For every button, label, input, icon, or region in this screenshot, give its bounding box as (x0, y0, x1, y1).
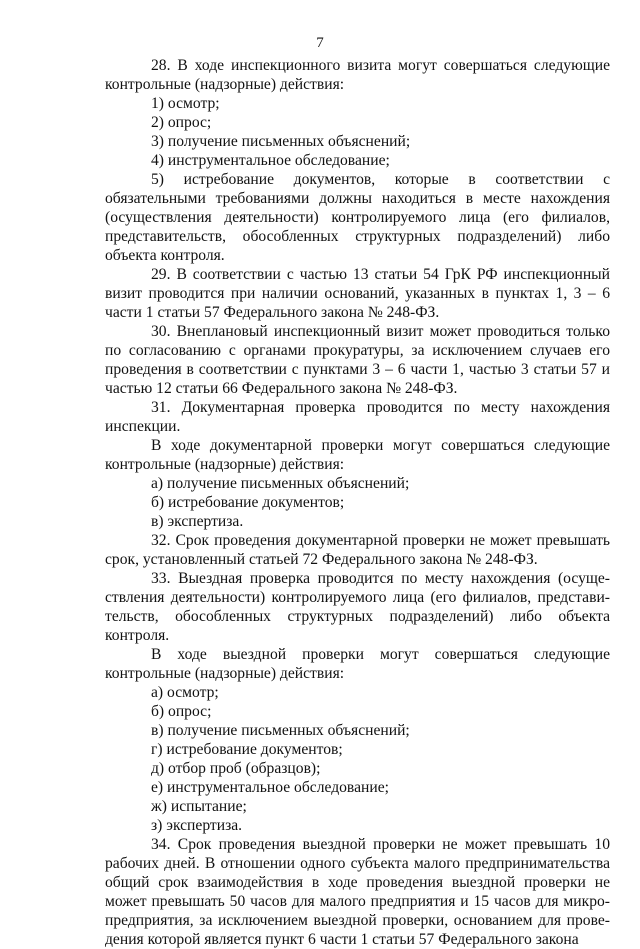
paragraph-28: 28. В ходе инспекционного визита могут совершаться следующие контрольные (надзорные) действия: (105, 57, 610, 93)
list-item: г) истребование документов; (151, 741, 343, 758)
list-item: б) опрос; (151, 703, 212, 720)
list-item: 1) осмотр; (151, 95, 220, 112)
paragraph-31: 31. Документарная проверка проводится по месту нахождения инспекции. (105, 399, 610, 435)
list-item: в) экспертиза. (151, 513, 244, 530)
paragraph-31-actions: В ходе документарной проверки могут совершаться следующие контрольные (надзорные) действия: (105, 437, 610, 473)
paragraph-30: 30. Внеплановый инспекционный визит может проводиться только по согласованию с органами прокуратуры, за исключением случаев его проведения в соответствии с пунктами 3 – 6 части 1, частью 3 статьи 57 и частью 12 статьи 66 Федерального закона № 248-ФЗ. (105, 323, 610, 397)
list-item: ж) испытание; (151, 798, 247, 815)
paragraph-34: 34. Срок проведения выездной проверки не может превышать 10 рабочих дней. В отношении одного субъекта малого предпринимательства общий срок взаимодействия в ходе проведения выездной проверки не может превышать 50 часов для малого предприятия и 15 часов для микропредприятия, за исключением выездной проверки, основанием для проведения которой является пункт 6 части 1 статьи 57 Федерального закона (105, 836, 610, 948)
list-item: в) получение письменных объяснений; (151, 722, 410, 739)
list-item: д) отбор проб (образцов); (151, 760, 321, 777)
list-item-long: 5) истребование документов, которые в соответствии с обязательными требованиями должны находиться в месте нахождения (осуществления деятельности) контролируемого лица (его филиалов, представительств, обособленных структурных подразделений) либо объекта контроля. (105, 171, 610, 264)
paragraph-29: 29. В соответствии с частью 13 статьи 54 ГрК РФ инспекционный визит проводится при наличии оснований, указанных в пунктах 1, 3 – 6 части 1 статьи 57 Федерального закона № 248-ФЗ. (105, 266, 610, 321)
list-item: 3) получение письменных объяснений; (151, 133, 411, 150)
paragraph-33: 33. Выездная проверка проводится по месту нахождения (осуществления деятельности) контролируемого лица (его филиалов, представительств, обособленных структурных подразделений) либо объекта контроля. (105, 570, 610, 644)
page-number: 7 (316, 35, 324, 51)
paragraph-32: 32. Срок проведения документарной проверки не может превышать срок, установленный статьей 72 Федерального закона № 248-ФЗ. (105, 532, 610, 568)
document-body (105, 56, 610, 949)
list-item: 2) опрос; (151, 114, 212, 131)
list-item: а) осмотр; (151, 684, 219, 701)
paragraph-33-actions: В ходе выездной проверки могут совершаться следующие контрольные (надзорные) действия: (105, 646, 610, 682)
list-item: а) получение письменных объяснений; (151, 475, 410, 492)
list-item: з) экспертиза. (151, 817, 243, 834)
list-item: е) инструментальное обследование; (151, 779, 389, 796)
list-item: 4) инструментальное обследование; (151, 152, 390, 169)
list-item: б) истребование документов; (151, 494, 345, 511)
